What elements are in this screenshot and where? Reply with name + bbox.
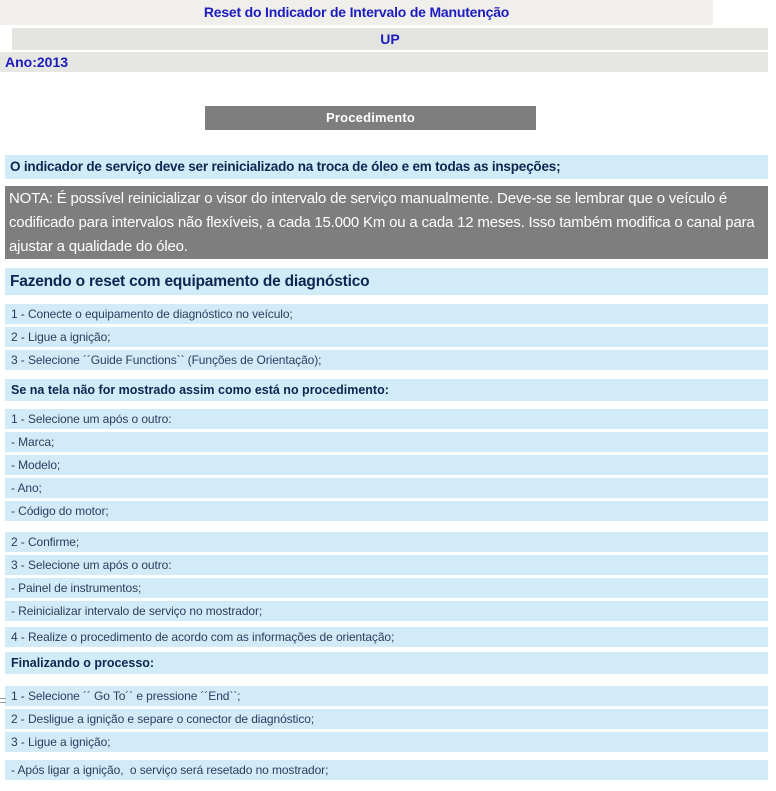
section-title-diagnostico: Fazendo o reset com equipamento de diagnóstico [5, 268, 768, 295]
vehicle-model-bar: UP [12, 28, 768, 50]
procedimento-button[interactable]: Procedimento [205, 106, 536, 130]
step-item: 4 - Realize o procedimento de acordo com as informações de orientação; [5, 627, 768, 647]
step-item: 3 - Selecione um após o outro: [5, 555, 768, 575]
tela-steps-group2 [0, 532, 776, 621]
intro-banner: O indicador de serviço deve ser reinicializado na troca de óleo e em todas as inspeções; [5, 155, 768, 179]
step-item: 1 - Selecione ´´ Go To´´ e pressione ´´End``; [5, 686, 768, 706]
step-item: - Após ligar a ignição, o serviço será resetado no mostrador; [5, 760, 768, 780]
diagnostico-steps [0, 304, 776, 370]
step-item: 1 - Conecte o equipamento de diagnóstico no veículo; [5, 304, 768, 324]
step-item: - Reinicializar intervalo de serviço no mostrador; [5, 601, 768, 621]
scan-edge-artifact [0, 698, 6, 703]
step-item: 2 - Confirme; [5, 532, 768, 552]
step-item: 2 - Ligue a ignição; [5, 327, 768, 347]
step-item: - Código do motor; [5, 501, 768, 521]
page-title: Reset do Indicador de Intervalo de Manutenção [0, 0, 713, 25]
vehicle-year-bar: Ano:2013 [0, 52, 768, 72]
step-item: 3 - Ligue a ignição; [5, 732, 768, 752]
step-item: 3 - Selecione ´´Guide Functions`` (Funções de Orientação); [5, 350, 768, 370]
subheader-tela: Se na tela não for mostrado assim como está no procedimento: [5, 379, 768, 401]
step-item: 2 - Desligue a ignição e separe o conector de diagnóstico; [5, 709, 768, 729]
note-box: NOTA: É possível reinicializar o visor do intervalo de serviço manualmente. Deve-se se lembrar que o veículo é codificado para intervalos não flexíveis, a cada 15.000 Km ou a cada 12 meses. Isso também modifica o canal para ajustar a qualidade do óleo. [5, 186, 768, 259]
step-item: 1 - Selecione um após o outro: [5, 409, 768, 429]
finalizando-steps-group1 [0, 686, 776, 752]
step-item: - Modelo; [5, 455, 768, 475]
step-item: - Painel de instrumentos; [5, 578, 768, 598]
step-item: - Ano; [5, 478, 768, 498]
step-item: - Marca; [5, 432, 768, 452]
tela-steps-group1 [0, 409, 776, 521]
subheader-finalizando: Finalizando o processo: [5, 652, 768, 674]
